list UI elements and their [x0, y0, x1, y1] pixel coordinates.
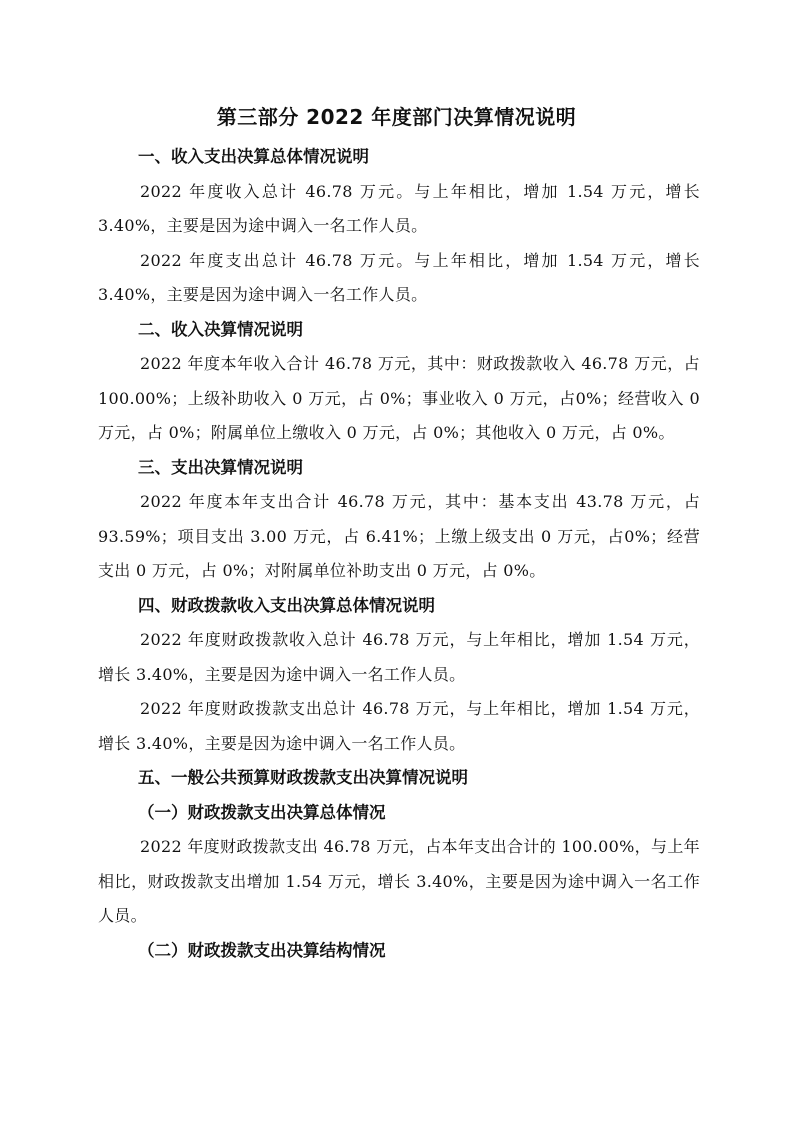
- section-heading-general-public-budget: 五、一般公共预算财政拨款支出决算情况说明: [138, 768, 468, 787]
- section-heading-income-expenditure-overview: 一、收入支出决算总体情况说明: [138, 147, 369, 166]
- page-title: 第三部分 2022 年度部门决算情况说明: [216, 105, 577, 129]
- section-heading-expenditure: 三、支出决算情况说明: [138, 457, 303, 477]
- subsection-heading-structure: （二）财政拨款支出决算结构情况: [138, 940, 386, 960]
- document-body: [98, 140, 700, 968]
- paragraph-fiscal-expenditure-overall: 2022 年度财政拨款支出 46.78 万元，占本年支出合计的 100.00%，与上年相比，财政拨款支出增加 1.54 万元，增长 3.40%，主要是因为途中调入一名工作人员。: [98, 837, 700, 925]
- paragraph-total-expenditure: 2022 年度支出总计 46.78 万元。与上年相比，增加 1.54 万元，增长3.40%，主要是因为途中调入一名工作人员。: [98, 250, 700, 304]
- paragraph-expenditure-breakdown: 2022 年度本年支出合计 46.78 万元，其中：基本支出 43.78 万元，占 93.59%；项目支出 3.00 万元，占 6.41%；上缴上级支出 0 万元，占0%；经营支出 0 万元，占 0%；对附属单位补助支出 0 万元，占 0%。: [98, 492, 700, 580]
- section-heading-income: 二、收入决算情况说明: [138, 319, 303, 339]
- paragraph-total-income: 2022 年度收入总计 46.78 万元。与上年相比，增加 1.54 万元，增长3.40%，主要是因为途中调入一名工作人员。: [98, 181, 700, 235]
- paragraph-income-breakdown: 2022 年度本年收入合计 46.78 万元，其中：财政拨款收入 46.78 万元，占 100.00%；上级补助收入 0 万元，占 0%；事业收入 0 万元，占0%；经营收入 0 万元，占 0%；附属单位上缴收入 0 万元，占 0%；其他收入 0 万元，占 0%。: [98, 354, 700, 442]
- paragraph-fiscal-expenditure: 2022 年度财政拨款支出总计 46.78 万元，与上年相比，增加 1.54 万元，增长 3.40%，主要是因为途中调入一名工作人员。: [98, 699, 700, 753]
- paragraph-fiscal-income: 2022 年度财政拨款收入总计 46.78 万元，与上年相比，增加 1.54 万元，增长 3.40%，主要是因为途中调入一名工作人员。: [98, 630, 700, 684]
- section-heading-fiscal-appropriation-overview: 四、财政拨款收入支出决算总体情况说明: [138, 595, 435, 615]
- subsection-heading-overall: （一）财政拨款支出决算总体情况: [138, 802, 386, 822]
